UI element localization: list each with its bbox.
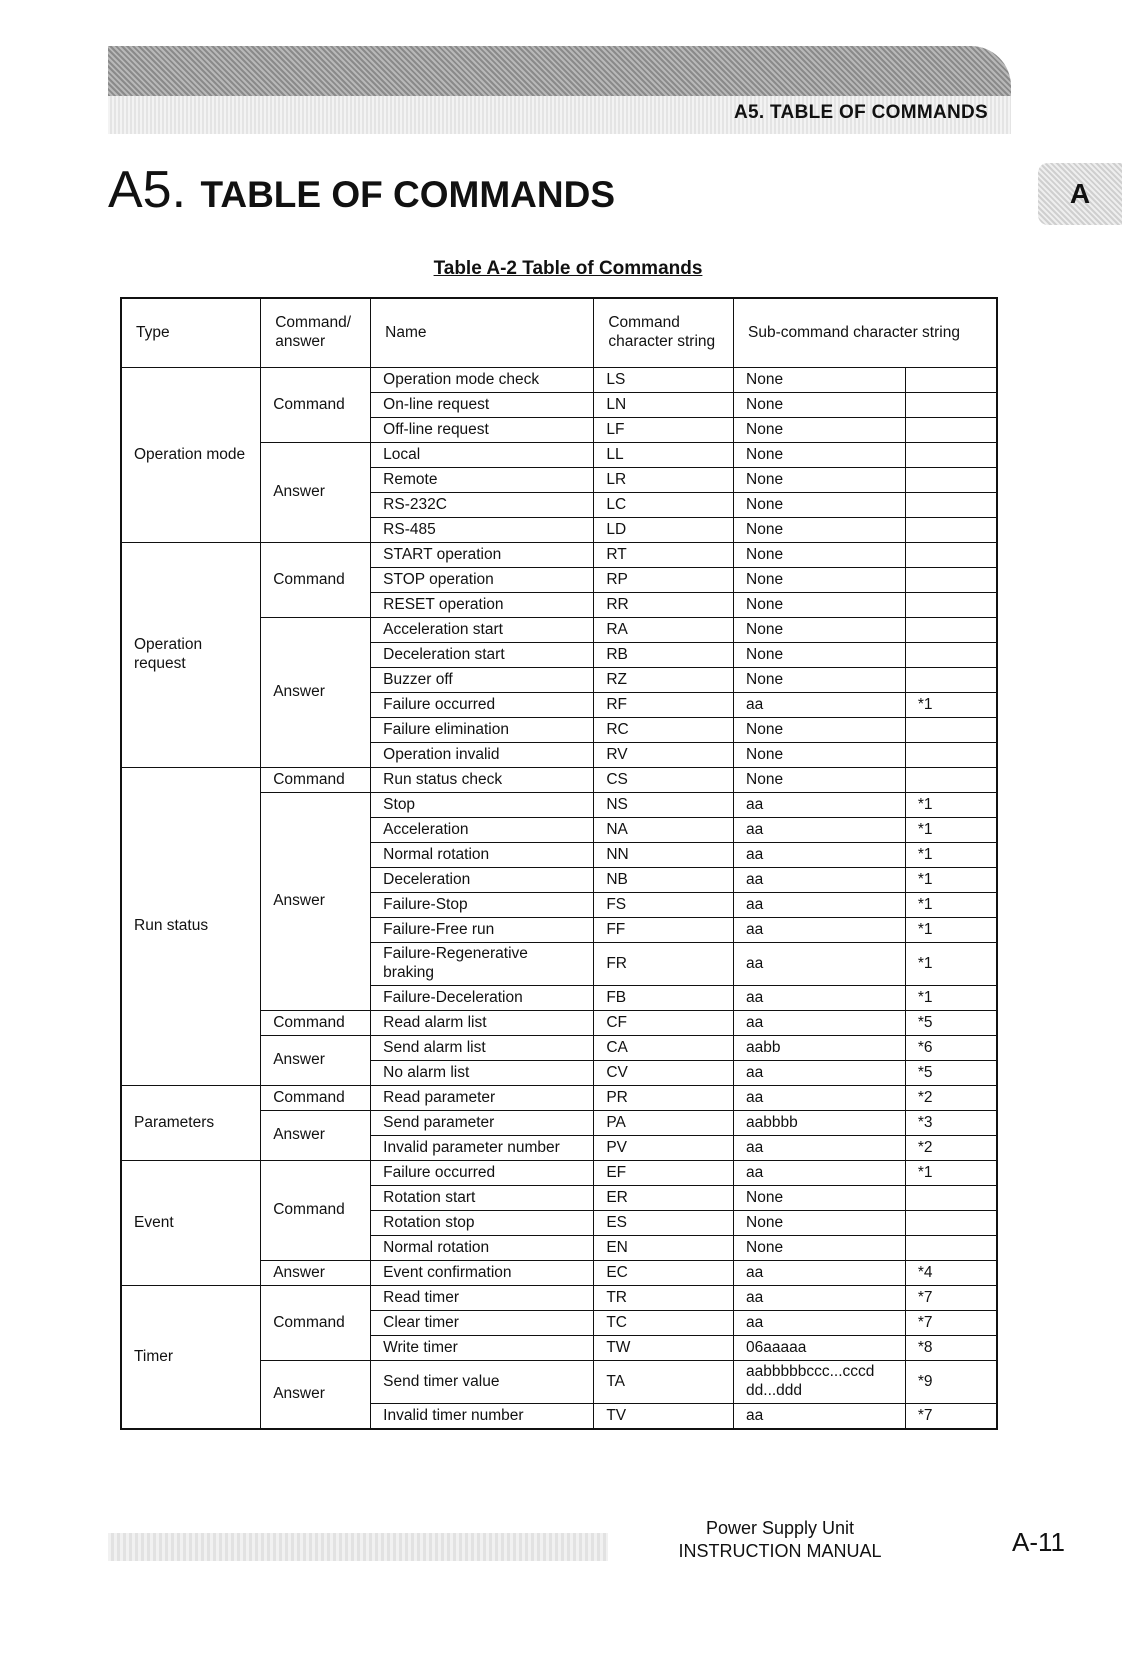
name-cell: Rotation stop: [371, 1211, 594, 1236]
command-string-cell: RT: [594, 543, 734, 568]
command-answer-cell: Answer: [261, 1111, 371, 1161]
commands-table-body: [121, 368, 997, 1430]
note-cell: *1: [905, 943, 997, 986]
name-cell: Acceleration: [371, 818, 594, 843]
note-cell: [905, 443, 997, 468]
name-cell: Local: [371, 443, 594, 468]
note-cell: *2: [905, 1086, 997, 1111]
command-string-cell: PV: [594, 1136, 734, 1161]
note-cell: *1: [905, 868, 997, 893]
note-cell: [905, 568, 997, 593]
note-cell: *1: [905, 918, 997, 943]
running-head: A5. TABLE OF COMMANDS: [734, 102, 988, 123]
col-header-command-string: Command character string: [594, 298, 734, 368]
table-row: [121, 1286, 997, 1311]
chapter-tab: [1038, 163, 1122, 225]
command-answer-cell: Command: [261, 543, 371, 618]
command-string-cell: RF: [594, 693, 734, 718]
table-caption: Table A-2 Table of Commands: [433, 258, 703, 279]
subcommand-cell: None: [734, 518, 906, 543]
command-string-cell: ER: [594, 1186, 734, 1211]
note-cell: [905, 718, 997, 743]
command-string-cell: FR: [594, 943, 734, 986]
command-string-cell: EF: [594, 1161, 734, 1186]
command-string-cell: LD: [594, 518, 734, 543]
command-string-cell: RP: [594, 568, 734, 593]
command-string-cell: ES: [594, 1211, 734, 1236]
command-answer-cell: Command: [261, 768, 371, 793]
name-cell: Invalid parameter number: [371, 1136, 594, 1161]
note-cell: *7: [905, 1404, 997, 1430]
name-cell: Buzzer off: [371, 668, 594, 693]
subcommand-cell: None: [734, 568, 906, 593]
subcommand-cell: None: [734, 643, 906, 668]
name-cell: Invalid timer number: [371, 1404, 594, 1430]
table-row: [121, 543, 997, 568]
note-cell: *6: [905, 1036, 997, 1061]
commands-table: [120, 297, 998, 1430]
subcommand-cell: None: [734, 743, 906, 768]
note-cell: *2: [905, 1136, 997, 1161]
command-string-cell: LN: [594, 393, 734, 418]
type-cell: Operation mode: [121, 368, 261, 543]
note-cell: *7: [905, 1286, 997, 1311]
note-cell: *1: [905, 693, 997, 718]
subcommand-cell: None: [734, 1186, 906, 1211]
chapter-tab-letter: A: [1069, 178, 1091, 209]
section-number: A5.: [108, 161, 187, 219]
subcommand-cell: aa: [734, 943, 906, 986]
note-cell: [905, 418, 997, 443]
subcommand-cell: aa: [734, 793, 906, 818]
name-cell: Read alarm list: [371, 1011, 594, 1036]
subcommand-cell: aabbbb: [734, 1111, 906, 1136]
type-cell: Timer: [121, 1286, 261, 1430]
subcommand-cell: aabbbbbccc...cccd dd...ddd: [734, 1361, 906, 1404]
note-cell: [905, 543, 997, 568]
command-string-cell: CF: [594, 1011, 734, 1036]
command-string-cell: TC: [594, 1311, 734, 1336]
subcommand-cell: aa: [734, 1404, 906, 1430]
note-cell: *1: [905, 818, 997, 843]
name-cell: Write timer: [371, 1336, 594, 1361]
note-cell: *5: [905, 1061, 997, 1086]
note-cell: [905, 1211, 997, 1236]
note-cell: [905, 393, 997, 418]
note-cell: *5: [905, 1011, 997, 1036]
subcommand-cell: aabb: [734, 1036, 906, 1061]
footer-manual: INSTRUCTION MANUAL: [678, 1540, 882, 1561]
table-row: [121, 1161, 997, 1186]
name-cell: STOP operation: [371, 568, 594, 593]
col-header-type: Type: [121, 298, 261, 368]
command-string-cell: PR: [594, 1086, 734, 1111]
command-answer-cell: Answer: [261, 618, 371, 768]
command-answer-cell: Command: [261, 1161, 371, 1261]
command-answer-cell: Answer: [261, 443, 371, 543]
note-cell: [905, 668, 997, 693]
subcommand-cell: aa: [734, 893, 906, 918]
name-cell: Failure-Free run: [371, 918, 594, 943]
note-cell: *1: [905, 1161, 997, 1186]
note-cell: *1: [905, 793, 997, 818]
note-cell: [905, 618, 997, 643]
name-cell: Normal rotation: [371, 843, 594, 868]
name-cell: Send parameter: [371, 1111, 594, 1136]
note-cell: [905, 593, 997, 618]
note-cell: [905, 1236, 997, 1261]
subcommand-cell: None: [734, 443, 906, 468]
name-cell: Read timer: [371, 1286, 594, 1311]
subcommand-cell: aa: [734, 818, 906, 843]
table-row: [121, 1086, 997, 1111]
command-answer-cell: Answer: [261, 1261, 371, 1286]
command-string-cell: TA: [594, 1361, 734, 1404]
footer-document-title: [600, 1517, 960, 1562]
name-cell: Operation mode check: [371, 368, 594, 393]
name-cell: Normal rotation: [371, 1236, 594, 1261]
command-answer-cell: Command: [261, 1011, 371, 1036]
name-cell: Remote: [371, 468, 594, 493]
note-cell: [905, 468, 997, 493]
note-cell: *1: [905, 843, 997, 868]
command-string-cell: TW: [594, 1336, 734, 1361]
subcommand-cell: aa: [734, 868, 906, 893]
subcommand-cell: 06aaaaa: [734, 1336, 906, 1361]
subcommand-cell: aa: [734, 1311, 906, 1336]
col-header-subcommand-string: Sub-command character string: [734, 298, 997, 368]
command-string-cell: RV: [594, 743, 734, 768]
footer-decoration-band: [108, 1533, 608, 1561]
note-cell: [905, 493, 997, 518]
command-string-cell: RZ: [594, 668, 734, 693]
command-string-cell: CV: [594, 1061, 734, 1086]
subcommand-cell: None: [734, 418, 906, 443]
command-string-cell: LL: [594, 443, 734, 468]
header-decoration-band: [108, 46, 1011, 96]
note-cell: *9: [905, 1361, 997, 1404]
note-cell: *4: [905, 1261, 997, 1286]
subcommand-cell: None: [734, 668, 906, 693]
command-string-cell: NN: [594, 843, 734, 868]
subcommand-cell: None: [734, 593, 906, 618]
command-string-cell: RB: [594, 643, 734, 668]
type-cell: Operation request: [121, 543, 261, 768]
name-cell: Event confirmation: [371, 1261, 594, 1286]
name-cell: Clear timer: [371, 1311, 594, 1336]
page-number: A-11: [1012, 1527, 1065, 1557]
command-string-cell: PA: [594, 1111, 734, 1136]
name-cell: Failure-Regenerative braking: [371, 943, 594, 986]
command-string-cell: TV: [594, 1404, 734, 1430]
subcommand-cell: None: [734, 493, 906, 518]
footer-product: Power Supply Unit: [705, 1518, 855, 1538]
name-cell: Send timer value: [371, 1361, 594, 1404]
subcommand-cell: aa: [734, 1086, 906, 1111]
command-string-cell: NA: [594, 818, 734, 843]
note-cell: [905, 768, 997, 793]
name-cell: Operation invalid: [371, 743, 594, 768]
subcommand-cell: None: [734, 718, 906, 743]
name-cell: RS-232C: [371, 493, 594, 518]
subcommand-cell: aa: [734, 986, 906, 1011]
command-string-cell: RA: [594, 618, 734, 643]
name-cell: Rotation start: [371, 1186, 594, 1211]
command-string-cell: RC: [594, 718, 734, 743]
subcommand-cell: aa: [734, 693, 906, 718]
name-cell: Acceleration start: [371, 618, 594, 643]
command-string-cell: EC: [594, 1261, 734, 1286]
command-string-cell: TR: [594, 1286, 734, 1311]
col-header-name: Name: [371, 298, 594, 368]
name-cell: Read parameter: [371, 1086, 594, 1111]
command-string-cell: FB: [594, 986, 734, 1011]
type-cell: Parameters: [121, 1086, 261, 1161]
name-cell: Failure elimination: [371, 718, 594, 743]
name-cell: Deceleration start: [371, 643, 594, 668]
command-string-cell: NB: [594, 868, 734, 893]
command-answer-cell: Command: [261, 368, 371, 443]
note-cell: *1: [905, 986, 997, 1011]
note-cell: [905, 368, 997, 393]
command-answer-cell: Command: [261, 1086, 371, 1111]
command-answer-cell: Command: [261, 1286, 371, 1361]
command-answer-cell: Answer: [261, 1036, 371, 1086]
subcommand-cell: None: [734, 468, 906, 493]
command-string-cell: LC: [594, 493, 734, 518]
command-string-cell: LF: [594, 418, 734, 443]
name-cell: On-line request: [371, 393, 594, 418]
name-cell: Failure-Stop: [371, 893, 594, 918]
name-cell: START operation: [371, 543, 594, 568]
name-cell: Run status check: [371, 768, 594, 793]
table-row: [121, 768, 997, 793]
table-row: [121, 368, 997, 393]
command-answer-cell: Answer: [261, 793, 371, 1011]
name-cell: Deceleration: [371, 868, 594, 893]
name-cell: Failure occurred: [371, 693, 594, 718]
subcommand-cell: None: [734, 1236, 906, 1261]
subcommand-cell: aa: [734, 1161, 906, 1186]
note-cell: *8: [905, 1336, 997, 1361]
note-cell: [905, 1186, 997, 1211]
section-title: TABLE OF COMMANDS: [200, 174, 616, 215]
subcommand-cell: None: [734, 393, 906, 418]
name-cell: Failure occurred: [371, 1161, 594, 1186]
subcommand-cell: None: [734, 618, 906, 643]
subcommand-cell: aa: [734, 1286, 906, 1311]
section-heading: [108, 160, 615, 220]
command-string-cell: FF: [594, 918, 734, 943]
command-answer-cell: Answer: [261, 1361, 371, 1430]
name-cell: No alarm list: [371, 1061, 594, 1086]
name-cell: RESET operation: [371, 593, 594, 618]
subcommand-cell: aa: [734, 1061, 906, 1086]
note-cell: [905, 643, 997, 668]
subcommand-cell: None: [734, 543, 906, 568]
subcommand-cell: aa: [734, 1261, 906, 1286]
note-cell: [905, 518, 997, 543]
note-cell: *3: [905, 1111, 997, 1136]
command-string-cell: LS: [594, 368, 734, 393]
note-cell: [905, 743, 997, 768]
command-string-cell: FS: [594, 893, 734, 918]
command-string-cell: CA: [594, 1036, 734, 1061]
name-cell: Send alarm list: [371, 1036, 594, 1061]
command-string-cell: CS: [594, 768, 734, 793]
note-cell: *7: [905, 1311, 997, 1336]
command-string-cell: EN: [594, 1236, 734, 1261]
command-string-cell: RR: [594, 593, 734, 618]
type-cell: Event: [121, 1161, 261, 1286]
subcommand-cell: aa: [734, 843, 906, 868]
subcommand-cell: None: [734, 368, 906, 393]
name-cell: RS-485: [371, 518, 594, 543]
command-string-cell: NS: [594, 793, 734, 818]
type-cell: Run status: [121, 768, 261, 1086]
table-header-row: [121, 298, 997, 368]
name-cell: Off-line request: [371, 418, 594, 443]
note-cell: *1: [905, 893, 997, 918]
command-string-cell: LR: [594, 468, 734, 493]
subcommand-cell: aa: [734, 1136, 906, 1161]
name-cell: Stop: [371, 793, 594, 818]
col-header-command-answer: Command/ answer: [261, 298, 371, 368]
subcommand-cell: aa: [734, 1011, 906, 1036]
subcommand-cell: aa: [734, 918, 906, 943]
name-cell: Failure-Deceleration: [371, 986, 594, 1011]
subcommand-cell: None: [734, 768, 906, 793]
subcommand-cell: None: [734, 1211, 906, 1236]
